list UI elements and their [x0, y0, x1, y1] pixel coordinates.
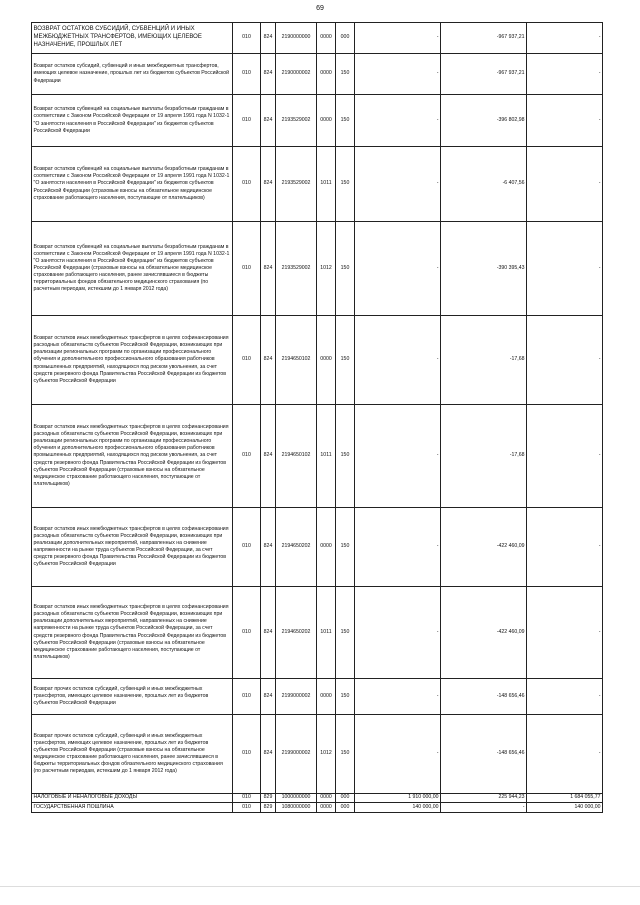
cell-line: 010: [233, 794, 261, 803]
table-row: [32, 715, 603, 794]
cell-prog: 0000: [317, 508, 336, 587]
cell-adm: 824: [261, 23, 276, 54]
cell-adm: 824: [261, 405, 276, 508]
cell-desc: Возврат остатков иных межбюджетных трансфертов в целях софинансирования расходных обязательств субъектов Российской Федерации, возникающих при реализации дополнительных мероприятий, направленных на снижение напряженности на рынке труда субъектов Российской Федерации, за счет средств резервного фонда Правительства Российской Федерации из бюджетов субъектов Российской Федерации: [32, 508, 233, 587]
cell-kosgu: 150: [336, 508, 355, 587]
cell-code: 2199000002: [276, 679, 317, 715]
cell-plan: -: [355, 679, 441, 715]
cell-kosgu: 150: [336, 316, 355, 405]
cell-code: 2194650102: [276, 405, 317, 508]
cell-adm: 829: [261, 803, 276, 813]
cell-adm: 824: [261, 508, 276, 587]
cell-adm: 824: [261, 679, 276, 715]
cell-rest: -: [527, 316, 603, 405]
cell-desc: Возврат остатков иных межбюджетных трансфертов в целях софинансирования расходных обязательств субъектов Российской Федерации, возникающих при реализации региональных программ по организации профессионального обучения и дополнительного профессионального образования работников промышленных предприятий, находящихся под риском увольнения, за счет средств резервного фонда Правительства Российской Федерации из бюджетов субъектов Российской Федерации: [32, 316, 233, 405]
cell-rest: -: [527, 587, 603, 679]
table-row: [32, 23, 603, 54]
cell-plan: -: [355, 95, 441, 147]
cell-kosgu: 150: [336, 54, 355, 95]
cell-rest: -: [527, 147, 603, 222]
cell-prog: 0000: [317, 54, 336, 95]
cell-plan: -: [355, 316, 441, 405]
cell-prog: 1012: [317, 715, 336, 794]
cell-line: 010: [233, 147, 261, 222]
report-table: [31, 22, 603, 813]
cell-kosgu: 150: [336, 679, 355, 715]
cell-desc: Возврат остатков субвенций на социальные выплаты безработным гражданам в соответствии с Законом Российской Федерации от 19 апреля 1991 года N 1032-1 "О занятости населения в Российской Федерации" из бюджетов субъектов Российской Федерации: [32, 95, 233, 147]
cell-code: 2199000002: [276, 715, 317, 794]
cell-plan: -: [355, 715, 441, 794]
cell-code: 2190000002: [276, 54, 317, 95]
table-row: [32, 794, 603, 803]
cell-exec: -396 802,98: [441, 95, 527, 147]
cell-desc: ВОЗВРАТ ОСТАТКОВ СУБСИДИЙ, СУБВЕНЦИЙ И ИНЫХ МЕЖБЮДЖЕТНЫХ ТРАНСФЕРТОВ, ИМЕЮЩИХ ЦЕЛЕВОЕ НАЗНАЧЕНИЕ, ПРОШЛЫХ ЛЕТ: [32, 23, 233, 54]
page-edge-line: [0, 886, 640, 887]
cell-rest: -: [527, 405, 603, 508]
cell-line: 010: [233, 316, 261, 405]
cell-plan: 140 000,00: [355, 803, 441, 813]
cell-adm: 829: [261, 794, 276, 803]
table-row: [32, 679, 603, 715]
cell-prog: 1012: [317, 222, 336, 316]
cell-code: 2193529002: [276, 147, 317, 222]
cell-desc: Возврат остатков иных межбюджетных трансфертов в целях софинансирования расходных обязательств субъектов Российской Федерации, возникающих при реализации дополнительных мероприятий, направленных на снижение напряженности на рынке труда субъектов Российской Федерации, за счет средств резервного фонда Правительства Российской Федерации из бюджетов субъектов Российской Федерации (страховые взносы на обязательное медицинское страхование работающего населения, поступающие от плательщиков): [32, 587, 233, 679]
cell-kosgu: 000: [336, 23, 355, 54]
cell-kosgu: 150: [336, 715, 355, 794]
cell-line: 010: [233, 54, 261, 95]
cell-rest: -: [527, 222, 603, 316]
cell-code: 2194650102: [276, 316, 317, 405]
cell-line: 010: [233, 23, 261, 54]
cell-rest: -: [527, 715, 603, 794]
cell-prog: 1011: [317, 147, 336, 222]
table-row: [32, 54, 603, 95]
cell-code: 1000000000: [276, 794, 317, 803]
cell-plan: -: [355, 147, 441, 222]
cell-code: 2194650202: [276, 587, 317, 679]
cell-exec: -17,68: [441, 316, 527, 405]
cell-adm: 824: [261, 715, 276, 794]
cell-rest: -: [527, 679, 603, 715]
cell-line: 010: [233, 405, 261, 508]
cell-desc: Возврат прочих остатков субсидий, субвенций и иных межбюджетных трансфертов, имеющих целевое назначение, прошлых лет из бюджетов субъектов Российской Федерации (страховые взносы на обязательное медицинское страхование работающего населения, ранее зачислявшиеся в бюджеты территориальных фондов обязательного медицинского страхования (по расчетным периодам, истекшим до 1 января 2012 года): [32, 715, 233, 794]
cell-exec: -390 395,43: [441, 222, 527, 316]
cell-prog: 0000: [317, 316, 336, 405]
cell-adm: 824: [261, 316, 276, 405]
cell-line: 010: [233, 95, 261, 147]
cell-desc: Возврат остатков субсидий, субвенций и иных межбюджетных трансфертов, имеющих целевое назначение, прошлых лет из бюджетов субъектов Российской Федерации: [32, 54, 233, 95]
cell-code: 2193529002: [276, 222, 317, 316]
cell-line: 010: [233, 508, 261, 587]
table-row: [32, 316, 603, 405]
cell-rest: -: [527, 23, 603, 54]
cell-rest: -: [527, 54, 603, 95]
cell-desc: Возврат остатков иных межбюджетных трансфертов в целях софинансирования расходных обязательств субъектов Российской Федерации, возникающих при реализации региональных программ по организации профессионального обучения и дополнительного профессионального образования работников промышленных предприятий, находящихся под риском увольнения, за счет средств резервного фонда Правительства Российской Федерации из бюджетов субъектов Российской Федерации (страховые взносы на обязательное медицинское страхование работающего населения, поступающие от плательщиков): [32, 405, 233, 508]
cell-plan: -: [355, 222, 441, 316]
cell-adm: 824: [261, 222, 276, 316]
cell-exec: -422 460,09: [441, 508, 527, 587]
cell-rest: 1 684 055,77: [527, 794, 603, 803]
cell-prog: 0000: [317, 679, 336, 715]
table-row: [32, 587, 603, 679]
cell-desc: НАЛОГОВЫЕ И НЕНАЛОГОВЫЕ ДОХОДЫ: [32, 794, 233, 803]
cell-plan: -: [355, 23, 441, 54]
cell-line: 010: [233, 587, 261, 679]
cell-exec: -17,68: [441, 405, 527, 508]
cell-exec: 225 944,23: [441, 794, 527, 803]
cell-desc: Возврат прочих остатков субсидий, субвенций и иных межбюджетных трансфертов, имеющих целевое назначение, прошлых лет из бюджетов субъектов Российской Федерации: [32, 679, 233, 715]
cell-kosgu: 150: [336, 587, 355, 679]
cell-adm: 824: [261, 587, 276, 679]
cell-kosgu: 150: [336, 405, 355, 508]
cell-exec: -148 656,46: [441, 679, 527, 715]
cell-exec: -422 460,09: [441, 587, 527, 679]
cell-exec: -148 656,46: [441, 715, 527, 794]
table-row: [32, 95, 603, 147]
cell-plan: -: [355, 54, 441, 95]
cell-line: 010: [233, 679, 261, 715]
table-row: [32, 147, 603, 222]
cell-code: 2193529002: [276, 95, 317, 147]
cell-kosgu: 150: [336, 147, 355, 222]
cell-adm: 824: [261, 147, 276, 222]
cell-kosgu: 150: [336, 95, 355, 147]
cell-prog: 0000: [317, 95, 336, 147]
cell-kosgu: 000: [336, 803, 355, 813]
cell-prog: 0000: [317, 23, 336, 54]
cell-prog: 0000: [317, 803, 336, 813]
cell-plan: -: [355, 508, 441, 587]
cell-prog: 1011: [317, 587, 336, 679]
table-row: [32, 508, 603, 587]
table-row: [32, 405, 603, 508]
cell-rest: 140 000,00: [527, 803, 603, 813]
cell-desc: Возврат остатков субвенций на социальные выплаты безработным гражданам в соответствии с Законом Российской Федерации от 19 апреля 1991 года N 1032-1 "О занятости населения в Российской Федерации" из бюджетов субъектов Российской Федерации (страховые взносы на обязательное медицинское страхование работающего населения, ранее зачислявшиеся в бюджеты территориальных фондов обязательного медицинского страхования (по расчетным периодам, истекшим до 1 января 2012 года): [32, 222, 233, 316]
cell-rest: -: [527, 508, 603, 587]
page-number: 69: [316, 5, 324, 12]
cell-plan: -: [355, 405, 441, 508]
cell-plan: 1 910 000,00: [355, 794, 441, 803]
table-row: [32, 222, 603, 316]
cell-exec: -: [441, 803, 527, 813]
cell-line: 010: [233, 715, 261, 794]
cell-kosgu: 000: [336, 794, 355, 803]
cell-line: 010: [233, 803, 261, 813]
cell-exec: -6 407,56: [441, 147, 527, 222]
cell-prog: 1011: [317, 405, 336, 508]
cell-prog: 0000: [317, 794, 336, 803]
cell-code: 1080000000: [276, 803, 317, 813]
cell-adm: 824: [261, 54, 276, 95]
cell-kosgu: 150: [336, 222, 355, 316]
cell-exec: -967 937,21: [441, 54, 527, 95]
cell-code: 2194650202: [276, 508, 317, 587]
cell-desc: ГОСУДАРСТВЕННАЯ ПОШЛИНА: [32, 803, 233, 813]
cell-adm: 824: [261, 95, 276, 147]
cell-exec: -967 937,21: [441, 23, 527, 54]
table-row: [32, 803, 603, 813]
cell-rest: -: [527, 95, 603, 147]
cell-plan: -: [355, 587, 441, 679]
cell-desc: Возврат остатков субвенций на социальные выплаты безработным гражданам в соответствии с Законом Российской Федерации от 19 апреля 1991 года N 1032-1 "О занятости населения в Российской Федерации" из бюджетов субъектов Российской Федерации (страховые взносы на обязательное медицинское страхование работающего населения, поступающие от плательщиков): [32, 147, 233, 222]
cell-line: 010: [233, 222, 261, 316]
cell-code: 2190000000: [276, 23, 317, 54]
